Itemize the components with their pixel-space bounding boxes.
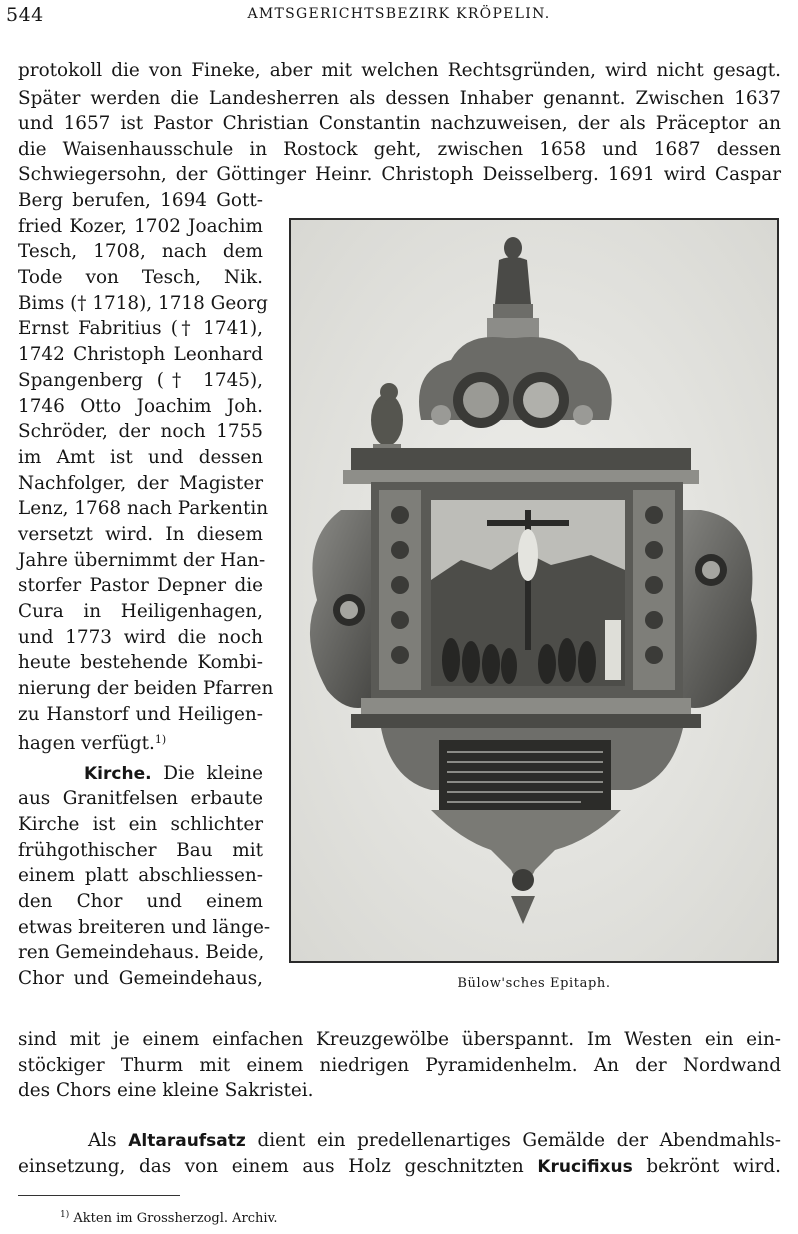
- cross-horizontal: [487, 520, 569, 526]
- kirche-line: etwas breiteren und länge-: [18, 917, 271, 938]
- column-line: heute bestehende Kombi-: [18, 652, 263, 673]
- column-line: Lenz, 1768 nach Parkentin: [18, 498, 269, 519]
- footnote: [60, 1210, 278, 1226]
- column-line: Schröder, der noch 1755: [18, 421, 263, 442]
- altar-line-2: [18, 1156, 781, 1178]
- kirche-line: aus Granitfelsen erbaute: [18, 788, 263, 809]
- column-line: Ernst Fabritius († 1741),: [18, 318, 263, 339]
- altar-line-2-end: bekrönt wird.: [646, 1156, 781, 1177]
- altar-line-1-text: dient ein predellenartiges Gemälde der Abendmahls-: [257, 1130, 781, 1151]
- page-header: [0, 4, 798, 30]
- kirche-line: einem platt abschliessen-: [18, 865, 263, 886]
- column-line-last: [18, 729, 166, 755]
- kirche-heading: Kirche.: [84, 764, 152, 784]
- kirche-line: frühgothischer Bau mit: [18, 840, 263, 861]
- column-line: Jahre übernimmt der Han-: [18, 550, 266, 571]
- epitaph-illustration: [291, 220, 777, 961]
- footnote-reference: 1): [154, 733, 167, 746]
- kirche-first-line: [84, 763, 263, 785]
- column-line: Bims († 1718), 1718 Georg: [18, 293, 268, 314]
- column-line: 1742 Christoph Leonhard: [18, 344, 263, 365]
- text-line: protokoll die von Fineke, aber mit welchen Rechtsgründen, wird nicht gesagt.: [18, 60, 781, 81]
- running-title: AMTSGERICHTSBEZIRK KRÖPELIN.: [247, 6, 551, 22]
- altar-intro: Als: [88, 1130, 117, 1151]
- footnote-rule: [18, 1195, 180, 1196]
- kirche-line: Kirche ist ein schlichter: [18, 814, 263, 835]
- column-line-text: hagen verfügt.: [18, 733, 155, 754]
- column-line: 1746 Otto Joachim Joh.: [18, 396, 263, 417]
- epitaph-photograph: [289, 218, 779, 963]
- text-line: Später werden die Landesherren als dessen Inhaber genannt. Zwischen 1637: [18, 88, 781, 109]
- footnote-marker: 1): [60, 1210, 70, 1220]
- column-line: Tesch, 1708, nach dem: [18, 241, 263, 262]
- altaraufsatz-term: Altaraufsatz: [128, 1131, 246, 1151]
- figure-caption: Bülow'sches Epitaph.: [457, 976, 611, 991]
- crucified-figure: [518, 529, 538, 581]
- text-line: die Waisenhausschule in Rostock geht, zwischen 1658 und 1687 dessen: [18, 139, 781, 160]
- krucifixus-term: Krucifixus: [537, 1157, 633, 1177]
- kirche-line: den Chor und einem: [18, 891, 263, 912]
- text-line: sind mit je einem einfachen Kreuzgewölbe überspannt. Im Westen ein ein-: [18, 1029, 781, 1050]
- text-line: stöckiger Thurm mit einem niedrigen Pyramidenhelm. An der Nordwand: [18, 1055, 781, 1076]
- pendant-boss: [512, 869, 534, 891]
- column-line: Nachfolger, der Magister: [18, 473, 263, 494]
- kirche-first-line-text: Die kleine: [163, 763, 263, 784]
- column-line: storfer Pastor Depner die: [18, 575, 263, 596]
- text-line: Schwiegersohn, der Göttinger Heinr. Christoph Deisselberg. 1691 wird Caspar: [18, 164, 781, 185]
- column-line: Cura in Heiligenhagen,: [18, 601, 263, 622]
- altar-line-1: [88, 1130, 781, 1152]
- column-line: Tode von Tesch, Nik.: [18, 267, 263, 288]
- page-number: 544: [6, 4, 44, 26]
- kirche-line: Chor und Gemeindehaus,: [18, 968, 263, 989]
- column-line: im Amt ist und dessen: [18, 447, 263, 468]
- column-line: fried Kozer, 1702 Joachim: [18, 216, 263, 237]
- kirche-line: ren Gemeindehaus. Beide,: [18, 942, 265, 963]
- column-line: Berg berufen, 1694 Gott-: [18, 190, 263, 211]
- column-line: und 1773 wird die noch: [18, 627, 263, 648]
- altar-line-2-start: einsetzung, das von einem aus Holz geschnitzten: [18, 1156, 524, 1177]
- column-line: Spangenberg († 1745),: [18, 370, 263, 391]
- column-line: nierung der beiden Pfarren: [18, 678, 274, 699]
- footnote-text: Akten im Grossherzogl. Archiv.: [73, 1211, 278, 1226]
- column-line: versetzt wird. In diesem: [18, 524, 263, 545]
- text-line: und 1657 ist Pastor Christian Constantin nachzuweisen, der als Präceptor an: [18, 113, 781, 134]
- inscription-tablet: [439, 740, 611, 810]
- text-line: des Chors eine kleine Sakristei.: [18, 1080, 314, 1101]
- column-line: zu Hanstorf und Heiligen-: [18, 704, 263, 725]
